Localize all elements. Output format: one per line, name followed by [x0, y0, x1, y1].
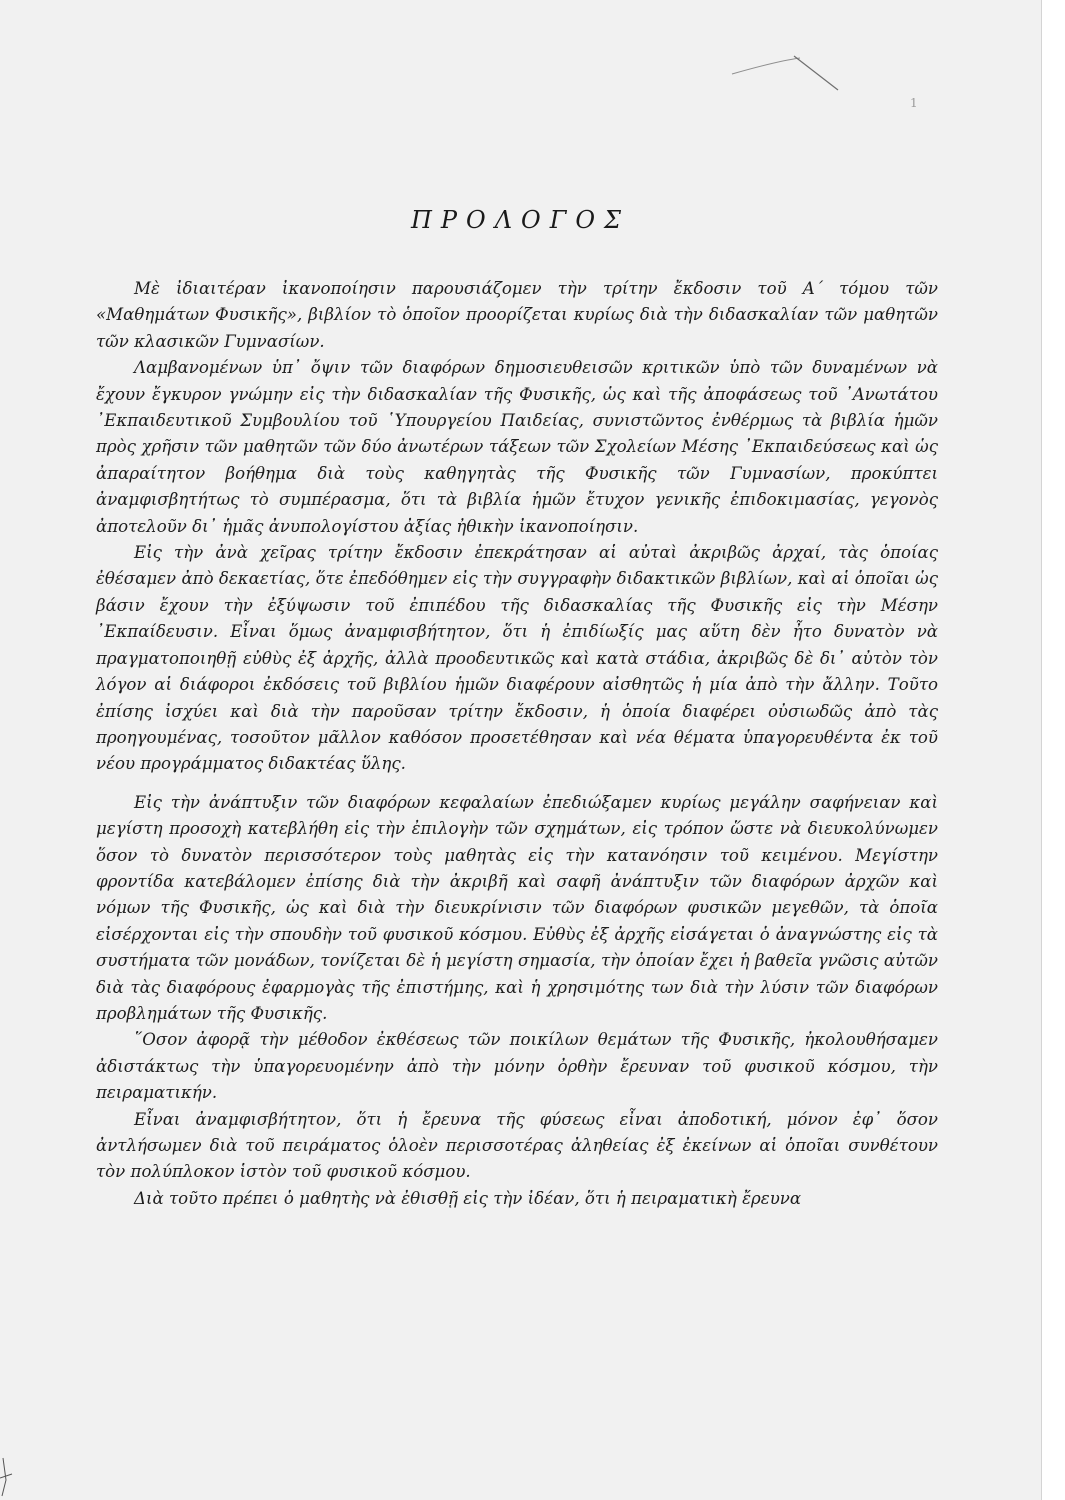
page-title: ΠΡΟΛΟΓΟΣ [410, 206, 631, 234]
paragraph: Εἶναι ἀναμφισβήτητον, ὅτι ἡ ἔρευνα τῆς φύσεως εἶναι ἀποδοτική, μόνον ἐφ᾽ ὅσον ἀντλήσωμεν διὰ τοῦ πειράματος ὁλοὲν περισσοτέρας ἀληθείας ἐξ ἐκείνων αἱ ὁποῖαι συνθέτουν τὸν πολύπλοκον ἱστὸν τοῦ φυσικοῦ κόσμου. [96, 1109, 938, 1182]
paragraph: Διὰ τοῦτο πρέπει ὁ μαθητὴς νὰ ἐθισθῇ εἰς τὴν ἰδέαν, ὅτι ἡ πειραματικὴ ἔρευνα [134, 1188, 802, 1208]
paragraph: ῞Οσον ἀφορᾷ τὴν μέθοδον ἐκθέσεως τῶν ποικίλων θεμάτων τῆς Φυσικῆς, ἠκολουθήσαμεν ἀδιστάκτως τὴν ὑπαγορευομένην ἀπὸ τὴν μόνην ὀρθὴν ἔρευναν τοῦ φυσικοῦ κόσμου, τὴν πειραματικήν. [96, 1030, 938, 1103]
page-right-edge [1041, 0, 1065, 1500]
page-number: 1 [910, 96, 918, 110]
paragraph: Εἰς τὴν ἀνάπτυξιν τῶν διαφόρων κεφαλαίων ἐπεδιώξαμεν κυρίως μεγάλην σαφήνειαν καὶ μεγίστη προσοχὴ κατεβλήθη εἰς τὴν ἐπιλογὴν τῶν σχημάτων, εἰς τρόπον ὥστε νὰ διευκολύνωμεν ὅσον τὸ δυνατὸν περισσότερον τοὺς μαθητὰς εἰς τὴν κατανόησιν τοῦ κειμένου. Μεγίστην φροντίδα κατεβάλομεν ἐπίσης διὰ τὴν ἀκριβῆ καὶ σαφῆ ἀνάπτυξιν τῶν διαφόρων ἀρχῶν καὶ νόμων τῆς Φυσικῆς, ὡς καὶ διὰ τὴν διευκρίνισιν τῶν διαφόρων φυσικῶν μεγεθῶν, τὰ ὁποῖα εἰσέρχονται εἰς τὴν σπουδὴν τοῦ φυσικοῦ κόσμου. Εὐθὺς ἐξ ἀρχῆς εἰσάγεται ὁ ἀναγνώστης εἰς τὰ συστήματα τῶν μονάδων, τονίζεται δὲ ἡ μεγίστη σημασία, τὴν ὁποίαν ἔχει ἡ βαθεῖα γνῶσις αὐτῶν διὰ τὰς διαφόρους ἐφαρμογὰς τῆς ἐπιστήμης, καὶ ἡ χρησιμότης των διὰ τὴν λύσιν τῶν διαφόρων προβλημάτων τῆς Φυσικῆς. [96, 792, 938, 1023]
paragraph: Λαμβανομένων ὑπ᾽ ὄψιν τῶν διαφόρων δημοσιευθεισῶν κριτικῶν ὑπὸ τῶν δυναμένων νὰ ἔχουν ἔγκυρον γνώμην εἰς τὴν διδασκαλίαν τῆς Φυσικῆς, ὡς καὶ τῆς ἀποφάσεως τοῦ ᾽Ανωτάτου ᾽Εκπαιδευτικοῦ Συμβουλίου τοῦ ῾Υπουργείου Παιδείας, συνιστῶντος ἐνθέρμως τὰ βιβλία ἡμῶν πρὸς χρῆσιν τῶν μαθητῶν τῶν δύο ἀνωτέρων τάξεων τῶν Σχολείων Μέσης ᾽Εκπαιδεύσεως καὶ ὡς ἀπαραίτητον βοήθημα διὰ τοὺς καθηγητὰς τῆς Φυσικῆς τῶν Γυμνασίων, προκύπτει ἀναμφισβητήτως τὸ συμπέρασμα, ὅτι τὰ βιβλία ἡμῶν ἔτυχον γενικῆς ἐπιδοκιμασίας, γεγονὸς ἀποτελοῦν δι᾽ ἡμᾶς ἀνυπολογίστου ἀξίας ἠθικὴν ἰκανοποίησιν. [96, 358, 938, 536]
paragraph: Μὲ ἰδιαιτέραν ἰκανοποίησιν παρουσιάζομεν τὴν τρίτην ἔκδοσιν τοῦ Α΄ τόμου τῶν «Μαθημάτων Φυσικῆς», βιβλίον τὸ ὁποῖον προορίζεται κυρίως διὰ τὴν διδασκαλίαν τῶν μαθητῶν τῶν κλασικῶν Γυμνασίων. [96, 279, 938, 351]
paragraph: Εἰς τὴν ἀνὰ χεῖρας τρίτην ἔκδοσιν ἐπεκράτησαν αἱ αὐταὶ ἀκριβῶς ἀρχαί, τὰς ὁποίας ἐθέσαμεν ἀπὸ δεκαετίας, ὅτε ἐπεδόθημεν εἰς τὴν συγγραφὴν διδακτικῶν βιβλίων, καὶ αἱ ὁποῖαι ὡς βάσιν ἔχουν τὴν ἐξύψωσιν τοῦ ἐπιπέδου τῆς διδασκαλίας τῆς Φυσικῆς εἰς τὴν Μέσην ᾽Εκπαίδευσιν. Εἶναι ὅμως ἀναμφισβήτητον, ὅτι ἡ ἐπιδίωξίς μας αὕτη δὲν ἦτο δυνατὸν νὰ πραγματοποιηθῇ εὐθὺς ἐξ ἀρχῆς, ἀλλὰ προοδευτικῶς καὶ κατὰ στάδια, ἀκριβῶς δὲ δι᾽ αὐτὸν τὸν λόγον αἱ διάφοροι ἐκδόσεις τοῦ βιβλίου ἡμῶν διαφέρουν αἰσθητῶς ἡ μία ἀπὸ τὴν ἄλλην. Τοῦτο ἐπίσης ἰσχύει καὶ διὰ τὴν παροῦσαν τρίτην ἔκδοσιν, ἡ ὁποία διαφέρει οὐσιωδῶς ἀπὸ τὰς προηγουμένας, τοσοῦτον μᾶλλον καθόσον προσετέθησαν καὶ νέα θέματα ὑπαγορευθέντα ἐκ τοῦ νέου προγράμματος διδακτέας ὕλης. [96, 543, 938, 774]
preface-body [96, 276, 938, 1212]
scan-artifact-mark [730, 52, 840, 92]
binding-artifact-mark [0, 1450, 20, 1500]
